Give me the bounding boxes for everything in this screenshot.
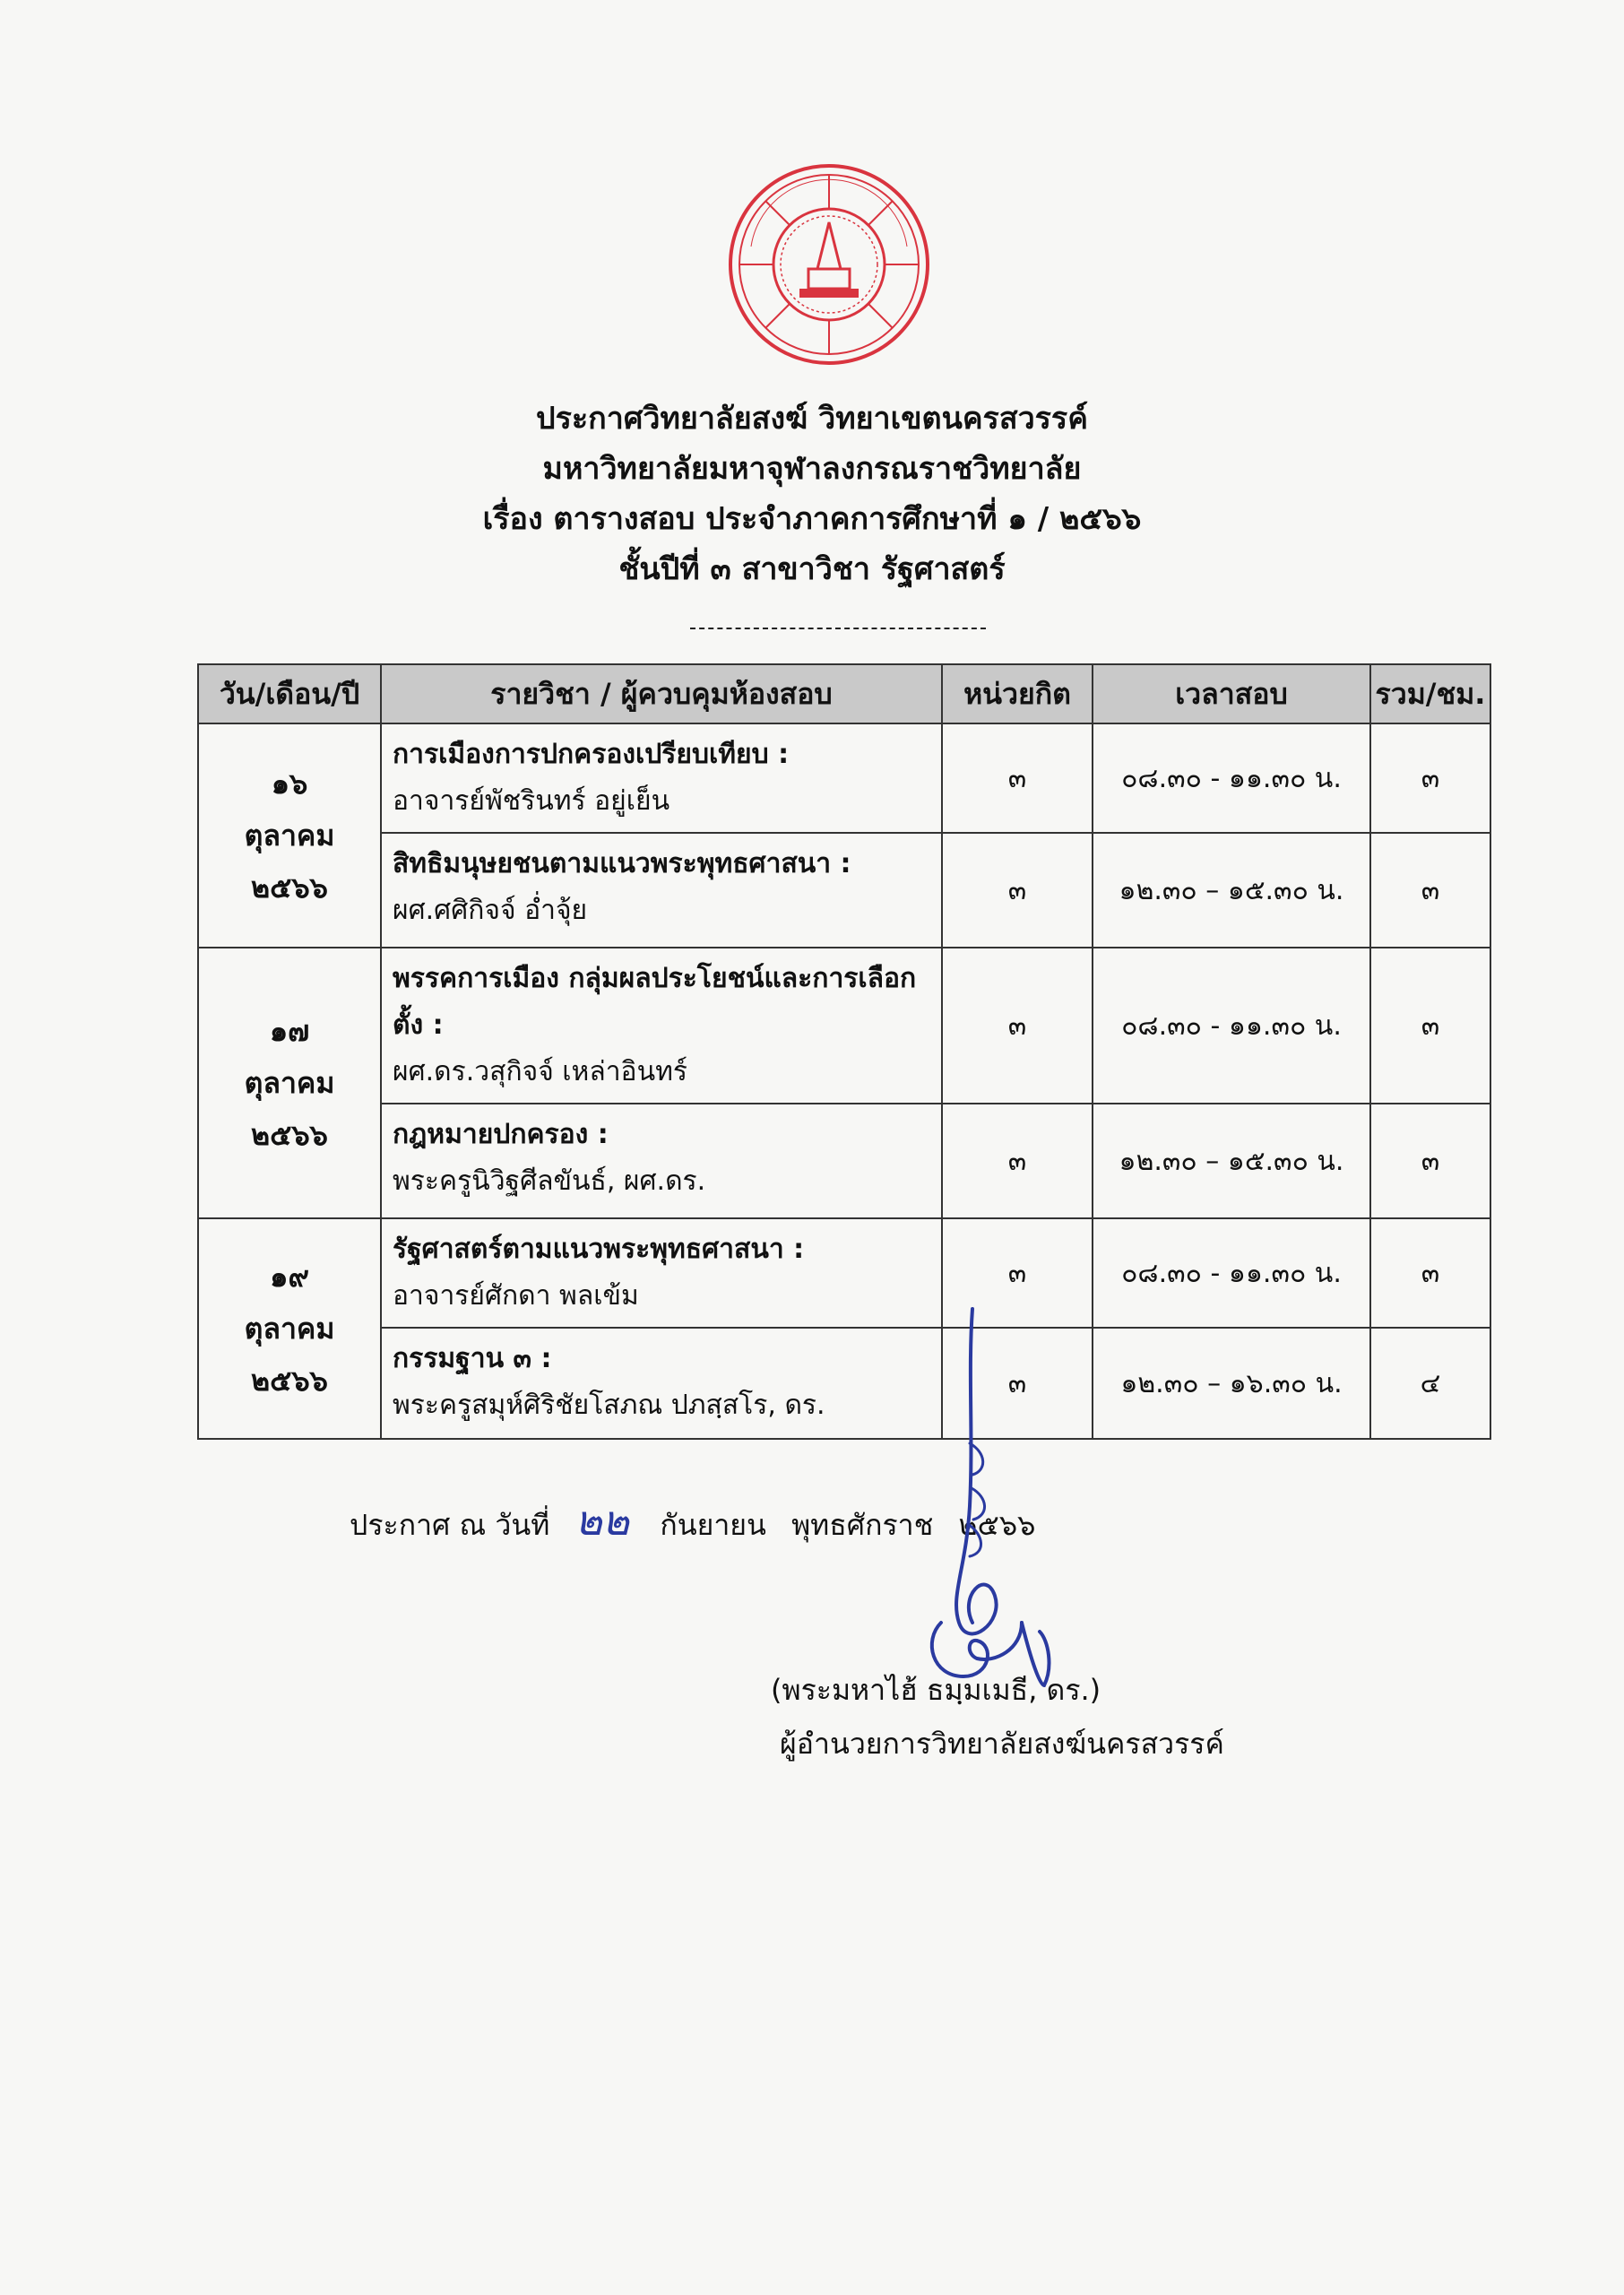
proctor-name: พระครูนิวิฐศีลขันธ์, ผศ.ดร. xyxy=(393,1165,706,1197)
table-row xyxy=(198,833,1490,948)
table-row xyxy=(198,948,1490,1104)
program-line: ชั้นปีที่ ๓ สาขาวิชา รัฐศาสตร์ xyxy=(618,551,1006,587)
date-cell: ๑๖ ตุลาคม ๒๕๖๖ xyxy=(198,723,381,948)
table-row xyxy=(198,1328,1490,1439)
subject-cell xyxy=(381,1328,942,1439)
time-cell: ๐๘.๓๐ - ๑๑.๓๐ น. xyxy=(1093,1218,1370,1328)
announce-era: พุทธศักราช xyxy=(791,1508,934,1542)
subject-cell xyxy=(381,948,942,1104)
proctor-name: พระครูสมุห์ศิริชัยโสภณ ปภสฺสโร, ดร. xyxy=(393,1390,825,1421)
col-credits: หน่วยกิต xyxy=(942,664,1093,723)
proctor-name: ผศ.ศศิกิจจ์ อ่ำจุ้ย xyxy=(393,895,588,926)
signer-position: ผู้อำนวยการวิทยาลัยสงฆ์นครสวรรค์ xyxy=(780,1727,1224,1761)
subject-name: กรรมฐาน ๓ : xyxy=(393,1343,552,1374)
subject-name: รัฐศาสตร์ตามแนวพระพุทธศาสนา : xyxy=(393,1234,805,1265)
credits-cell: ๓ xyxy=(942,1218,1093,1328)
proctor-name: อาจารย์ศักดา พลเข้ม xyxy=(393,1280,639,1312)
signature-mark xyxy=(887,1300,1120,1712)
date-cell: ๑๗ ตุลาคม ๒๕๖๖ xyxy=(198,948,381,1218)
time-cell: ๑๒.๓๐ – ๑๕.๓๐ น. xyxy=(1093,833,1370,948)
subject-cell xyxy=(381,1218,942,1328)
subject-name: การเมืองการปกครองเปรียบเทียบ : xyxy=(393,739,790,770)
hours-cell: ๓ xyxy=(1370,948,1490,1104)
time-cell: ๑๒.๓๐ – ๑๕.๓๐ น. xyxy=(1093,1104,1370,1218)
time-cell: ๐๘.๓๐ - ๑๑.๓๐ น. xyxy=(1093,723,1370,833)
subject-line: เรื่อง ตารางสอบ ประจำภาคการศึกษาที่ ๑ / ๒๕๖๖ xyxy=(482,501,1142,537)
subject-cell xyxy=(381,1104,942,1218)
proctor-name: ผศ.ดร.วสุกิจจ์ เหล่าอินทร์ xyxy=(393,1056,687,1087)
credits-cell: ๓ xyxy=(942,723,1093,833)
hours-cell: ๓ xyxy=(1370,1218,1490,1328)
credits-cell: ๓ xyxy=(942,1328,1093,1439)
date-cell: ๑๙ ตุลาคม ๒๕๖๖ xyxy=(198,1218,381,1439)
col-time: เวลาสอบ xyxy=(1093,664,1370,723)
col-hours: รวม/ชม. xyxy=(1370,664,1490,723)
table-header-row xyxy=(198,664,1490,723)
subject-cell xyxy=(381,833,942,948)
table-row xyxy=(198,1218,1490,1328)
exam-schedule-table xyxy=(197,663,1491,1440)
col-date: วัน/เดือน/ปี xyxy=(198,664,381,723)
proctor-name: อาจารย์พัชรินทร์ อยู่เย็น xyxy=(393,785,670,817)
subject-name: พรรคการเมือง กลุ่มผลประโยชน์และการเลือกตั้ง : xyxy=(393,963,917,1041)
subject-cell xyxy=(381,723,942,833)
hours-cell: ๓ xyxy=(1370,1104,1490,1218)
time-cell: ๐๘.๓๐ - ๑๑.๓๐ น. xyxy=(1093,948,1370,1104)
handwritten-day: ๒๒ xyxy=(574,1496,630,1545)
time-cell: ๑๒.๓๐ – ๑๖.๓๐ น. xyxy=(1093,1328,1370,1439)
announcement-title: ประกาศวิทยาลัยสงฆ์ วิทยาเขตนครสวรรค์ xyxy=(536,401,1088,437)
university-name: มหาวิทยาลัยมหาจุฬาลงกรณราชวิทยาลัย xyxy=(542,451,1082,487)
hours-cell: ๓ xyxy=(1370,833,1490,948)
table-row xyxy=(198,1104,1490,1218)
credits-cell: ๓ xyxy=(942,833,1093,948)
university-seal xyxy=(726,161,932,368)
credits-cell: ๓ xyxy=(942,1104,1093,1218)
hours-cell: ๔ xyxy=(1370,1328,1490,1439)
announce-month: กันยายน xyxy=(660,1508,766,1542)
hours-cell: ๓ xyxy=(1370,723,1490,833)
subject-name: สิทธิมนุษยชนตามแนวพระพุทธศาสนา : xyxy=(393,848,851,879)
announce-prefix: ประกาศ ณ วันที่ xyxy=(350,1508,550,1542)
signer-name: (พระมหาไฮ้ ธมฺมเมธี, ดร.) xyxy=(771,1673,1101,1707)
divider xyxy=(690,628,986,629)
subject-name: กฎหมายปกครอง : xyxy=(393,1119,609,1150)
table-row xyxy=(198,723,1490,833)
col-subject: รายวิชา / ผู้ควบคุมห้องสอบ xyxy=(381,664,942,723)
credits-cell: ๓ xyxy=(942,948,1093,1104)
announce-year: ๒๕๖๖ xyxy=(958,1508,1036,1542)
